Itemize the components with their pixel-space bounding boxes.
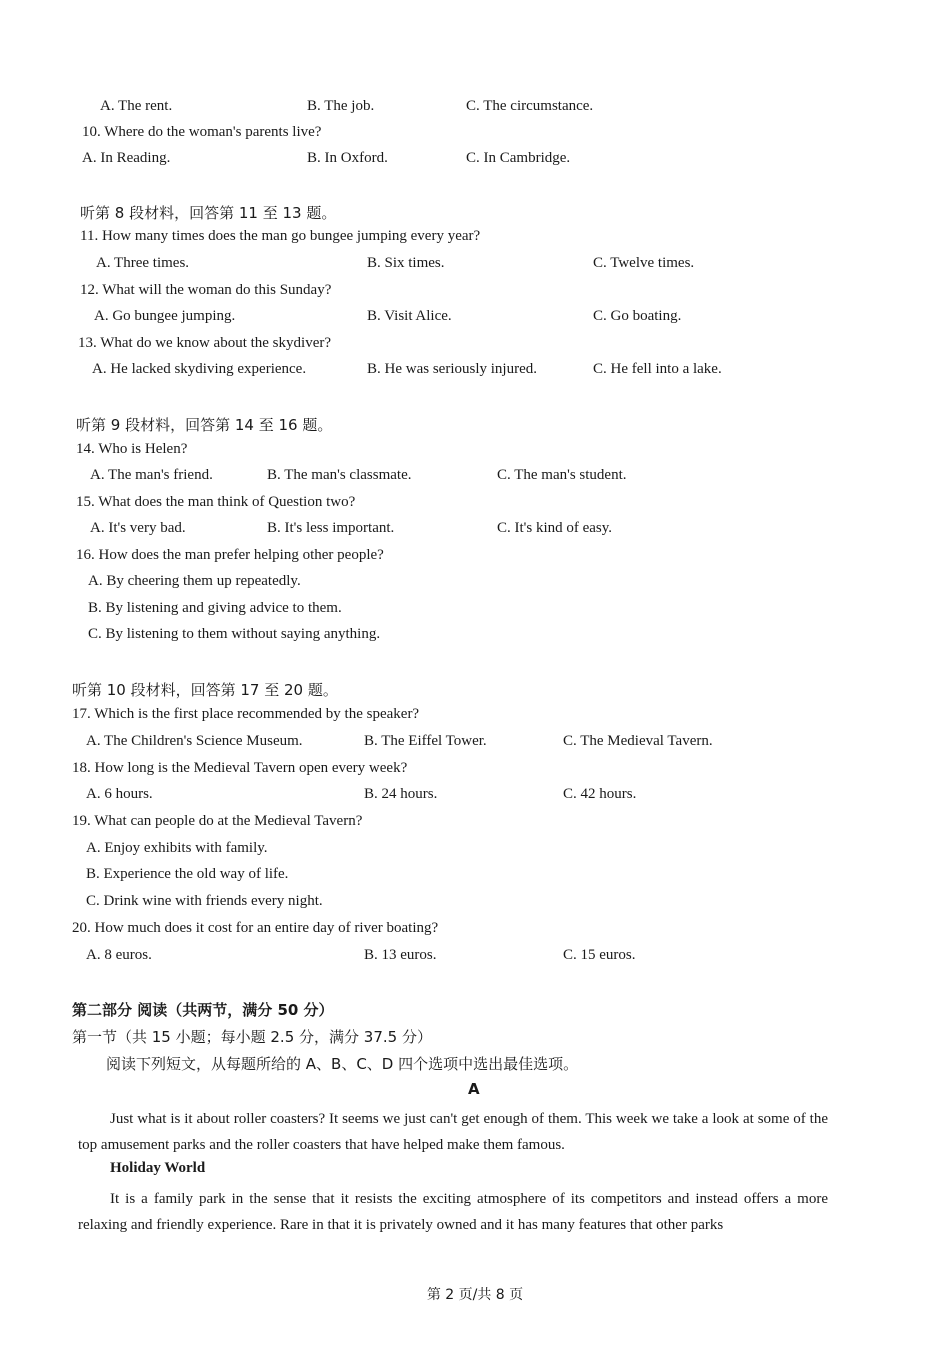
q13-option-b: B. He was seriously injured. xyxy=(367,361,537,377)
q16-option-b: B. By listening and giving advice to them. xyxy=(88,600,342,616)
q20-option-c: C. 15 euros. xyxy=(563,947,636,963)
q12-option-b: B. Visit Alice. xyxy=(367,308,452,324)
part-2-header: 第二部分 阅读（共两节，满分 50 分） xyxy=(72,1001,334,1019)
q16-option-a: A. By cheering them up repeatedly. xyxy=(88,573,301,589)
q18-option-a: A. 6 hours. xyxy=(86,786,153,802)
q15-option-c: C. It's kind of easy. xyxy=(497,520,613,536)
q20-option-a: A. 8 euros. xyxy=(86,947,152,963)
passage-label: A xyxy=(468,1080,480,1098)
q16-option-c: C. By listening to them without saying anything. xyxy=(88,626,381,642)
q17-option-c: C. The Medieval Tavern. xyxy=(563,733,713,749)
q11-question: 11. How many times does the man go bungee jumping every year? xyxy=(80,228,481,244)
q10-question: 10. Where do the woman's parents live? xyxy=(82,124,322,140)
q9-option-a: A. The rent. xyxy=(100,98,173,114)
q10-option-b: B. In Oxford. xyxy=(307,150,388,166)
passage-paragraph-2: It is a family park in the sense that it resists the exciting atmosphere of its competitors and instead offers a more relaxing and friendly experience. Rare in that it is privately owned and it has many features that other parks xyxy=(78,1191,828,1233)
q12-option-c: C. Go boating. xyxy=(593,308,682,324)
q11-option-c: C. Twelve times. xyxy=(593,255,695,271)
q16-question: 16. How does the man prefer helping other people? xyxy=(76,547,384,563)
q14-option-c: C. The man's student. xyxy=(497,467,627,483)
q17-option-a: A. The Children's Science Museum. xyxy=(86,733,303,749)
q17-question: 17. Which is the first place recommended by the speaker? xyxy=(72,706,420,722)
q18-option-c: C. 42 hours. xyxy=(563,786,637,802)
q12-option-a: A. Go bungee jumping. xyxy=(94,308,236,324)
q15-option-a: A. It's very bad. xyxy=(90,520,186,536)
q19-question: 19. What can people do at the Medieval Tavern? xyxy=(72,813,363,829)
q19-option-a: A. Enjoy exhibits with family. xyxy=(86,840,268,856)
passage-subheading: Holiday World xyxy=(110,1160,206,1176)
passage-paragraph-1: Just what is it about roller coasters? It seems we just can't get enough of them. This week we take a look at some of the top amusement parks and the roller coasters that have helped make them famous. xyxy=(78,1111,828,1153)
q13-question: 13. What do we know about the skydiver? xyxy=(78,335,332,351)
q14-option-b: B. The man's classmate. xyxy=(267,467,412,483)
q12-question: 12. What will the woman do this Sunday? xyxy=(80,282,332,298)
q11-option-a: A. Three times. xyxy=(96,255,190,271)
q20-option-b: B. 13 euros. xyxy=(364,947,437,963)
q9-option-c: C. The circumstance. xyxy=(466,98,594,114)
part-2-section-1-header: 第一节（共 15 小题；每小题 2.5 分，满分 37.5 分） xyxy=(72,1028,432,1046)
section-9-header: 听第 9 段材料，回答第 14 至 16 题。 xyxy=(76,416,333,434)
q17-option-b: B. The Eiffel Tower. xyxy=(364,733,487,749)
q18-option-b: B. 24 hours. xyxy=(364,786,438,802)
section-10-header: 听第 10 段材料，回答第 17 至 20 题。 xyxy=(72,681,338,699)
q14-question: 14. Who is Helen? xyxy=(76,441,188,457)
q20-question: 20. How much does it cost for an entire day of river boating? xyxy=(72,920,439,936)
q18-question: 18. How long is the Medieval Tavern open every week? xyxy=(72,760,408,776)
q14-option-a: A. The man's friend. xyxy=(90,467,213,483)
q11-option-b: B. Six times. xyxy=(367,255,445,271)
page-number: 第 2 页/共 8 页 xyxy=(426,1287,524,1303)
q13-option-c: C. He fell into a lake. xyxy=(593,361,722,377)
q10-option-c: C. In Cambridge. xyxy=(466,150,571,166)
q10-option-a: A. In Reading. xyxy=(82,150,171,166)
q13-option-a: A. He lacked skydiving experience. xyxy=(92,361,307,377)
q15-option-b: B. It's less important. xyxy=(267,520,395,536)
q19-option-c: C. Drink wine with friends every night. xyxy=(86,893,323,909)
q19-option-b: B. Experience the old way of life. xyxy=(86,866,289,882)
section-8-header: 听第 8 段材料，回答第 11 至 13 题。 xyxy=(80,204,337,222)
q15-question: 15. What does the man think of Question two? xyxy=(76,494,356,510)
reading-instruction: 阅读下列短文，从每题所给的 A、B、C、D 四个选项中选出最佳选项。 xyxy=(106,1055,579,1073)
q9-option-b: B. The job. xyxy=(307,98,375,114)
